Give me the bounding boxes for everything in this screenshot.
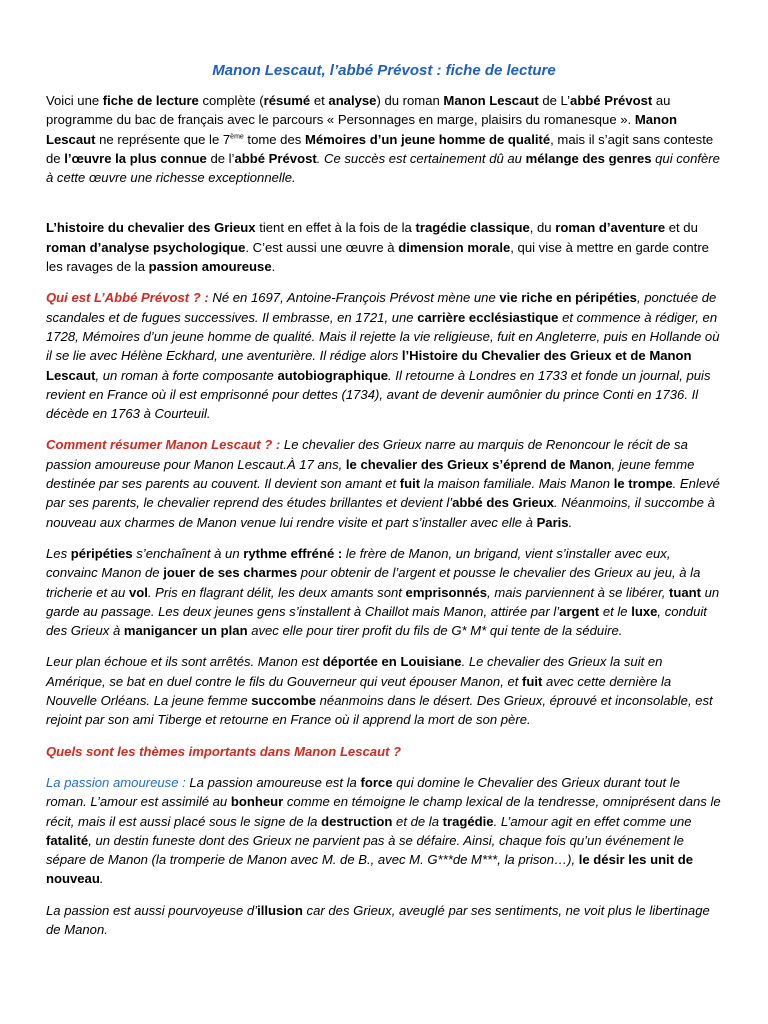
- text-run: car des Grieux, aveuglé par ses sentiments, ne voit plus le libertinage de Manon.: [46, 902, 710, 937]
- page-title: Manon Lescaut, l’abbé Prévost : fiche de lecture: [212, 62, 556, 79]
- text-run: fatalité: [46, 832, 89, 848]
- peripeties-paragraph: [46, 544, 722, 640]
- resume-paragraph: [46, 435, 722, 531]
- text-run: Né en 1697, Antoine-François Prévost mène une: [208, 290, 500, 306]
- text-run: rythme effréné :: [243, 545, 343, 561]
- text-run: carrière ecclésiastique: [417, 309, 559, 325]
- text-run: , du: [529, 220, 556, 236]
- text-run: . Ce succès est certainement dû au: [316, 150, 526, 166]
- text-run: la maison familiale. Mais Manon: [420, 476, 614, 492]
- text-run: , mais parviennent à se libérer,: [487, 584, 669, 600]
- text-run: jouer de ses charmes: [163, 565, 298, 581]
- text-run: . Néanmoins, il succombe à nouveau aux charmes de Manon venue lui rendre visite et part s’installer avec elle à: [46, 495, 715, 530]
- text-run: vol: [128, 584, 148, 600]
- text-run: de l’: [206, 150, 235, 166]
- text-run: l’œuvre la plus connue: [64, 150, 207, 166]
- text-run: Paris: [536, 514, 569, 530]
- text-run: autobiographique: [277, 367, 389, 383]
- text-run: Quels sont les thèmes importants dans Manon Lescaut ?: [46, 743, 402, 759]
- text-run: passion amoureuse: [148, 259, 272, 275]
- text-run: . Il retourne à Londres en 1733 et fonde un journal, puis revient en France où il est emprisonné pour dettes (1734), avant de devenir aumônier du prince Conti en 1736. Il décède en 1763 à Courteuil.: [46, 367, 711, 422]
- text-run: abbé Prévost: [570, 93, 653, 108]
- passion-paragraph: [46, 773, 722, 889]
- plan-paragraph: [46, 652, 722, 729]
- text-run: avec cette dernière la Nouvelle Orléans. La jeune femme: [46, 673, 672, 709]
- text-run: L’histoire du chevalier des Grieux: [46, 220, 256, 236]
- text-run: , un destin funeste dont des Grieux ne parvient pas à se défaire. Ainsi, chaque fois qu’un événement le sépare de Manon (la tromperie de Manon avec M. de B., avec M. G***de M***, la prison…),: [46, 832, 684, 868]
- histoire-paragraph: [46, 218, 722, 276]
- text-run: .: [568, 514, 573, 530]
- text-run: manigancer un plan: [123, 623, 248, 639]
- text-run: Le chevalier des Grieux narre au marquis de Renoncour le récit de sa passion amoureuse pour Manon Lescaut.À 17 ans,: [46, 437, 688, 472]
- text-run: néanmoins dans le désert. Des Grieux, éprouvé et inconsolable, est rejoint par son ami Tiberge et retourne en France où il apprend la mort de son père.: [46, 693, 713, 728]
- text-run: un garde au passage. Les deux jeunes gens s’installent à Chaillot mais Manon, attirée par l’: [46, 584, 720, 619]
- text-run: tient en effet à la fois de la: [255, 220, 416, 236]
- text-run: Qui est L’Abbé Prévost ? :: [46, 290, 209, 306]
- text-run: de L’: [538, 93, 571, 108]
- text-run: argent: [559, 603, 600, 619]
- text-run: et: [310, 93, 329, 108]
- text-run: ème: [230, 133, 244, 141]
- text-run: abbé des Grieux: [452, 495, 555, 511]
- text-run: et commence à rédiger, en 1728, Mémoires d’un jeune homme de qualité. Mais il rejette la vie religieuse, fuit en Angleterre, puis en Hollande où il se lie avec Hélène Eckhard, une aventurière. Il rédige alors: [46, 309, 720, 364]
- text-run: dimension morale: [398, 239, 511, 255]
- text-run: . C’est aussi une œuvre à: [245, 239, 399, 255]
- text-run: fuit: [522, 673, 543, 689]
- text-run: bonheur: [230, 794, 284, 810]
- text-run: au programme du bac de français avec le parcours « Personnages en marge, plaisirs du romanesque ».: [46, 93, 671, 128]
- text-run: ) du roman: [376, 93, 444, 108]
- text-run: le chevalier des Grieux s’éprend de Manon: [345, 456, 612, 472]
- text-run: succombe: [251, 693, 317, 709]
- text-run: le trompe: [613, 476, 673, 492]
- text-run: Mémoires d’un jeune homme de qualité: [304, 131, 551, 147]
- text-run: Voici une: [46, 93, 103, 108]
- text-run: Manon Lescaut: [443, 93, 539, 108]
- text-run: roman d’aventure: [555, 220, 666, 236]
- text-run: , ponctuée de scandales et de fugues successives. Il embrasse, en 1721, une: [46, 290, 717, 325]
- text-run: destruction: [321, 813, 393, 829]
- illusion-paragraph: [46, 901, 722, 940]
- text-run: l’Histoire du Chevalier des Grieux et de Manon Lescaut: [46, 348, 692, 383]
- text-run: , mais il s’agit sans conteste de: [46, 131, 714, 166]
- prevost-paragraph: [46, 288, 722, 423]
- text-run: fuit: [399, 476, 421, 492]
- text-run: et le: [599, 603, 632, 619]
- text-run: La passion amoureuse est la: [185, 774, 361, 790]
- text-run: et de la: [392, 813, 443, 829]
- text-run: analyse: [328, 93, 377, 108]
- text-run: illusion: [257, 902, 303, 918]
- text-run: mélange des genres: [525, 150, 652, 166]
- text-run: pour obtenir de l’argent et pousse le chevalier des Grieux au jeu, à la tricherie et au: [46, 565, 701, 600]
- text-run: emprisonnés: [405, 584, 488, 600]
- text-run: vie riche en péripéties: [499, 290, 637, 306]
- intro-paragraph: [46, 91, 722, 187]
- text-run: , conduit des Grieux à: [46, 603, 707, 639]
- text-run: , jeune femme destinée par ses parents au couvent. Il devient son amant et: [46, 456, 695, 492]
- text-run: , un roman à forte composante: [95, 367, 278, 383]
- text-run: Les: [46, 545, 71, 561]
- text-run: résumé: [263, 93, 311, 108]
- text-run: comme en témoigne le champ lexical de la tendresse, omniprésent dans le récit, mais il est aussi placé sous le signe de la: [46, 794, 721, 829]
- text-run: s’enchaînent à un: [132, 545, 244, 561]
- text-run: ne représente que le 7: [95, 131, 231, 147]
- text-run: qui domine le Chevalier des Grieux durant tout le roman. L’amour est assimilé au: [46, 774, 680, 810]
- text-run: avec elle pour tirer profit du fils de G* M* qui tente de la séduire.: [247, 623, 623, 639]
- text-run: péripéties: [70, 545, 133, 561]
- text-run: le désir les unit de nouveau: [46, 852, 693, 887]
- text-run: luxe: [631, 603, 658, 619]
- text-run: . L’amour agit en effet comme une: [493, 813, 692, 829]
- text-run: .: [271, 259, 276, 275]
- text-run: le frère de Manon, un brigand, vient s’installer avec eux, convainc Manon de: [46, 545, 671, 581]
- text-run: tuant: [669, 584, 701, 600]
- text-run: tome des: [243, 131, 305, 147]
- text-run: complète (: [198, 93, 264, 108]
- text-run: Comment résumer Manon Lescaut ? :: [46, 437, 281, 453]
- text-run: . Le chevalier des Grieux la suit en Amérique, se bat en duel contre le fils du Gouverneur qui veut épouser Manon, et: [46, 654, 663, 689]
- text-run: . Pris en flagrant délit, les deux amants sont: [147, 584, 406, 600]
- text-run: La passion est aussi pourvoyeuse d’: [46, 902, 258, 918]
- text-run: Manon Lescaut: [46, 112, 677, 147]
- text-run: qui confère à cette œuvre une richesse exceptionnelle.: [46, 150, 720, 186]
- text-run: déportée en Louisiane: [322, 654, 462, 670]
- paragraph-spacer: [46, 199, 722, 218]
- themes-heading: [46, 742, 722, 761]
- text-run: tragédie classique: [415, 220, 530, 236]
- text-run: et du: [665, 220, 698, 236]
- text-run: La passion amoureuse :: [46, 774, 186, 790]
- text-run: roman d’analyse psychologique: [46, 239, 246, 255]
- text-run: . Enlevé par ses parents, le chevalier reprend des études brillantes et devient l’: [46, 476, 720, 511]
- document-body: [46, 91, 722, 939]
- text-run: force: [360, 774, 393, 790]
- text-run: , qui vise à mettre en garde contre les ravages de la: [46, 239, 709, 275]
- text-run: .: [99, 871, 104, 887]
- text-run: Leur plan échoue et ils sont arrêtés. Manon est: [46, 654, 323, 670]
- text-run: fiche de lecture: [102, 93, 199, 108]
- text-run: abbé Prévost: [234, 150, 317, 166]
- text-run: tragédie: [442, 813, 494, 829]
